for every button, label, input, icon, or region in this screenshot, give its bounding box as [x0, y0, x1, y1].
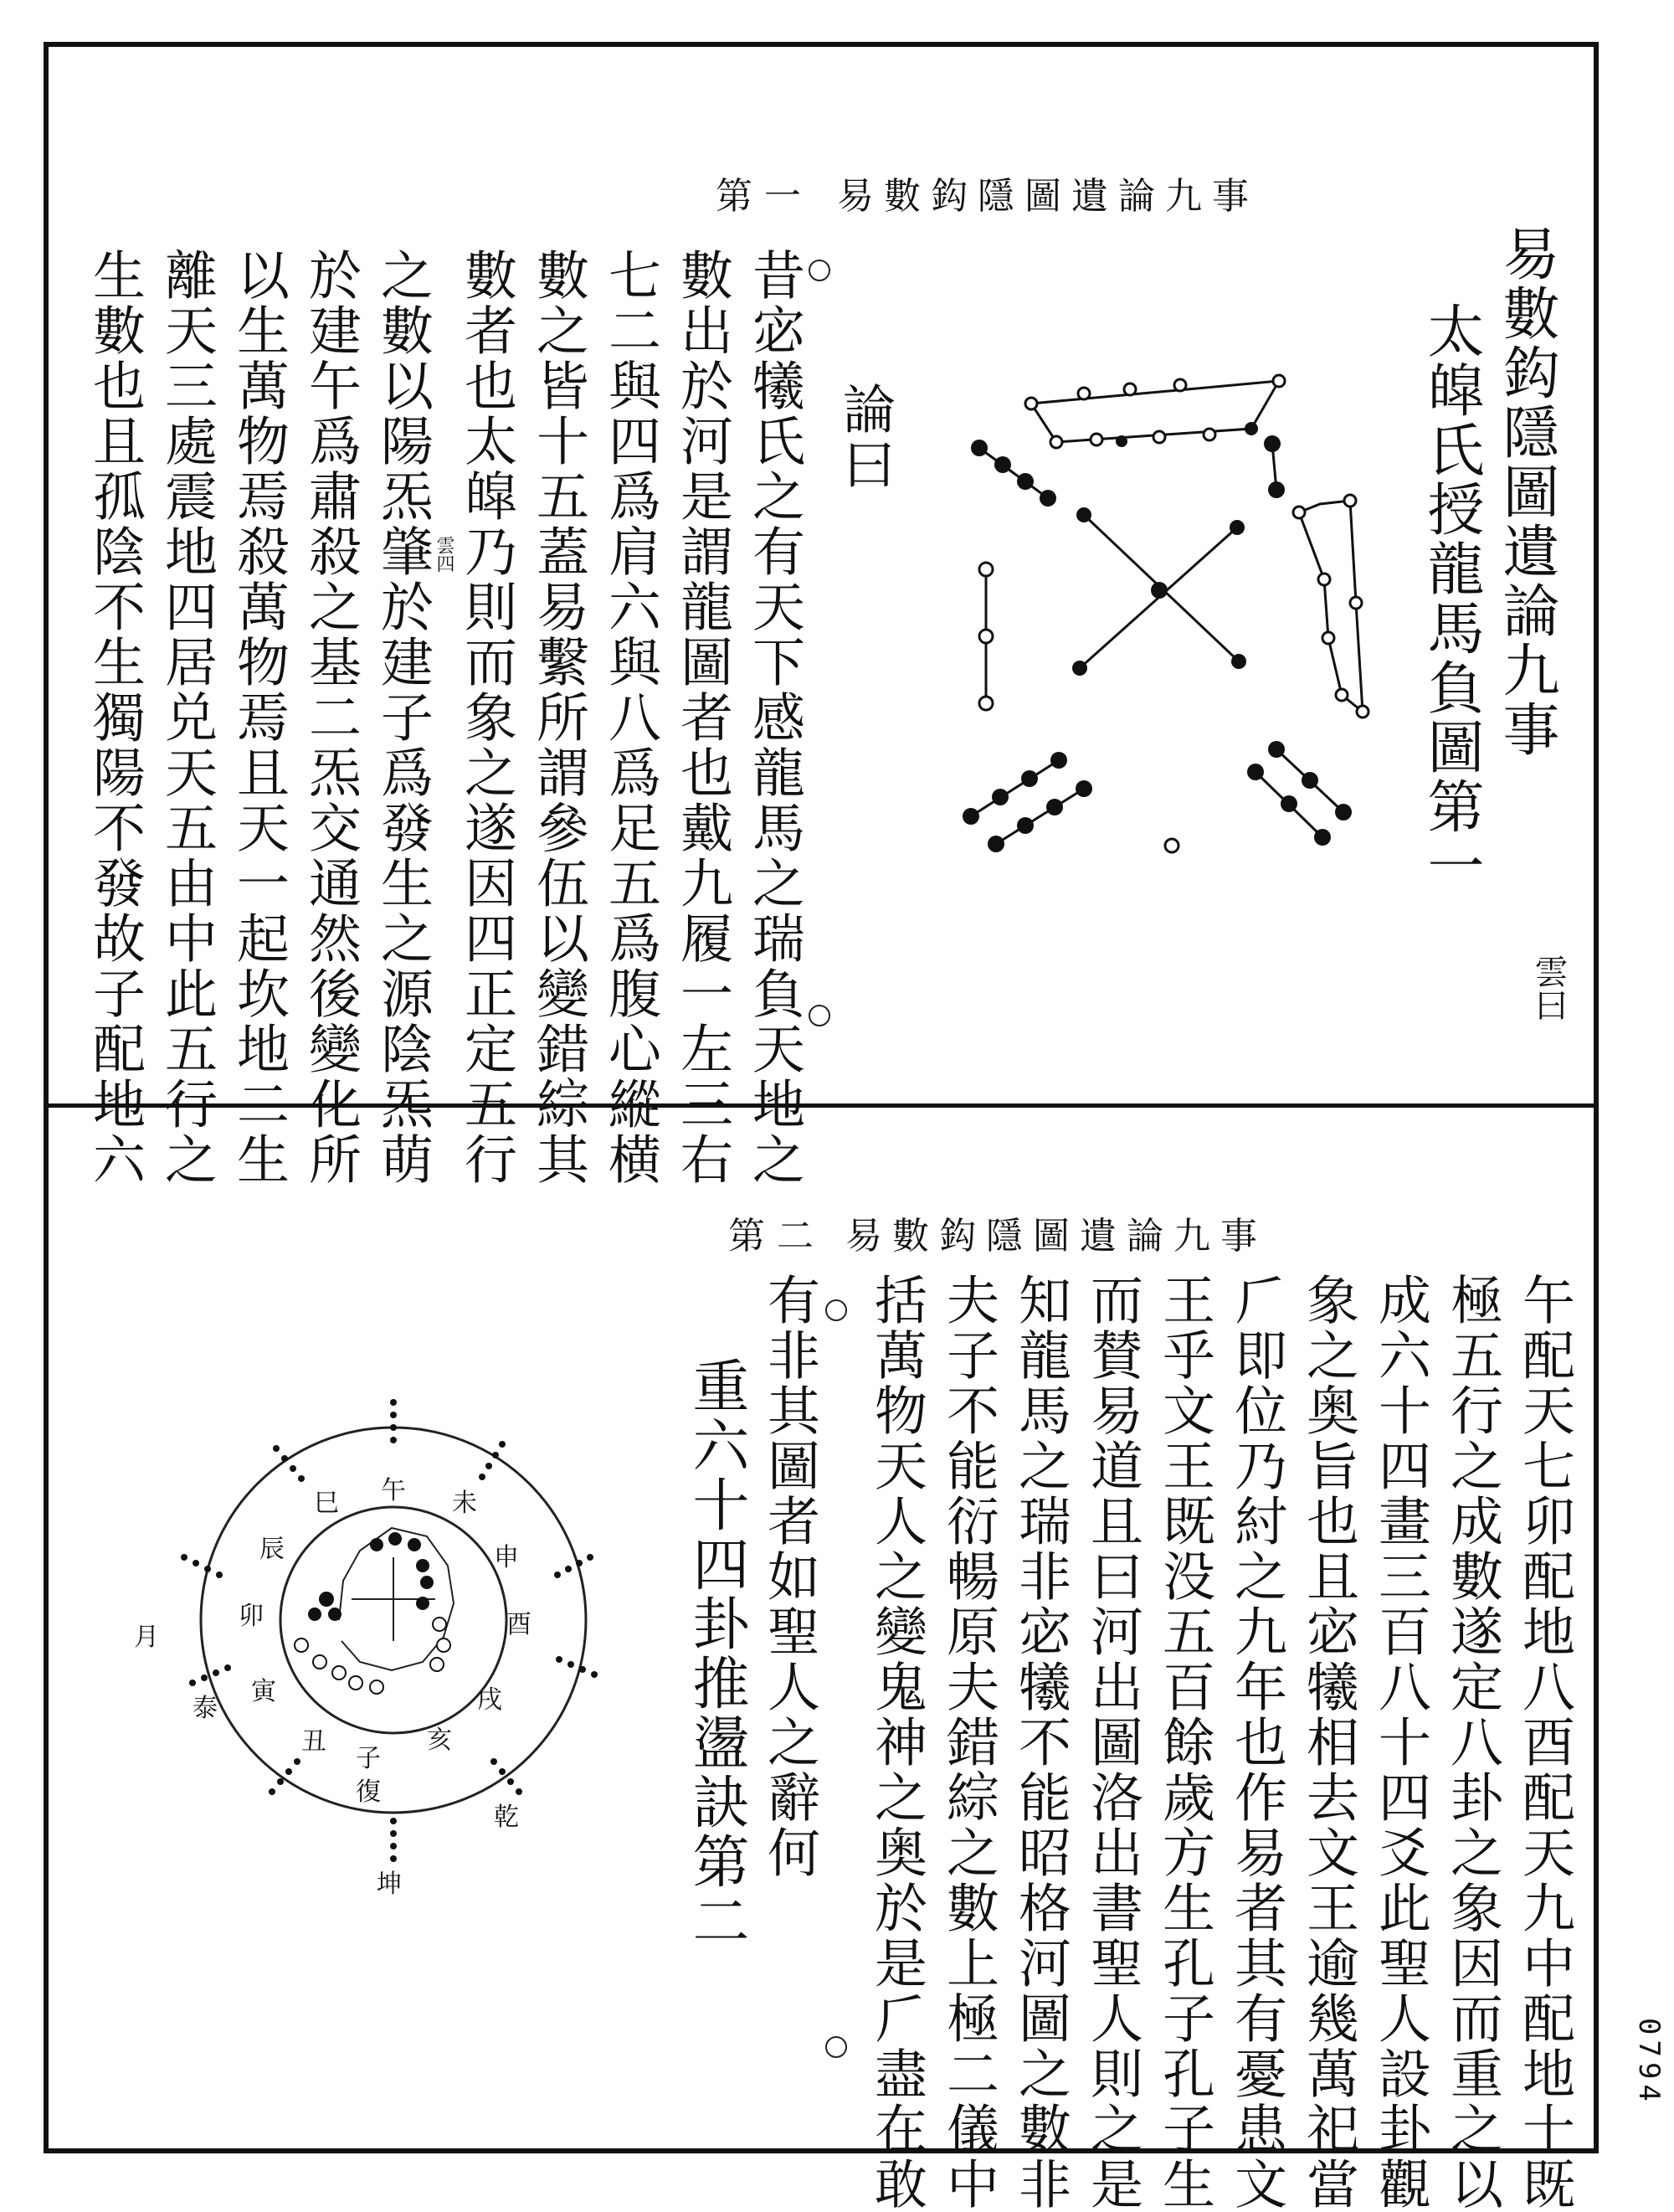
- circle-marker: [809, 1005, 830, 1026]
- label-xu: 戌: [477, 1685, 502, 1715]
- text-column: 七二與四爲肩六與八爲足五爲腹心縱横: [600, 248, 661, 1187]
- text-column: 以生萬物焉殺萬物焉且天一起坎地二生: [229, 248, 290, 1187]
- text-column: 王乎文王既没五百餘歲方生孔子孔子生: [1154, 1273, 1215, 2212]
- lun-label: 論曰: [834, 382, 896, 492]
- circle-marker: [825, 2036, 847, 2058]
- text-column: 夫子不能衍暢原夫錯綜之數上極二儀中: [938, 1273, 999, 2212]
- text-column: 成六十四畫三百八十四爻此聖人設卦觀: [1370, 1273, 1431, 2212]
- text-column: 於建午爲肅殺之基二炁交通然後變化所: [300, 248, 362, 1187]
- text-column: 昔宓犧氏之有天下感龍馬之瑞負天地之: [744, 248, 805, 1187]
- text-column: 數之皆十五蓋易繫所謂參伍以變錯綜其: [528, 248, 589, 1187]
- text-column: 𠂆即位乃紂之九年也作易者其有憂患文: [1226, 1273, 1287, 2212]
- label-yin: 寅: [251, 1677, 276, 1706]
- label-mao: 卯: [239, 1602, 264, 1631]
- label-fu: 復: [356, 1777, 381, 1807]
- text-column: 數者也太皡乃則而象之遂因四正定五行: [456, 248, 517, 1187]
- text-column: 有非其圖者如聖人之辭何: [759, 1273, 820, 1880]
- small-annotation: 雲四: [434, 536, 454, 573]
- running-header-book: 易數鈎隱圖遺論九事: [837, 175, 1259, 218]
- text-column: 極五行之成數遂定八卦之象因而重之以: [1442, 1273, 1503, 2212]
- label-si: 巳: [314, 1489, 339, 1518]
- label-chen: 辰: [259, 1535, 285, 1564]
- label-zi: 子: [356, 1744, 381, 1773]
- label-qian: 乾: [494, 1803, 519, 1832]
- label-shen: 申: [494, 1543, 519, 1572]
- chart-title-2: 重六十四卦推盪訣第二: [683, 1356, 749, 1951]
- page-number: 0794: [1632, 2018, 1666, 2107]
- circle-marker: [825, 1299, 847, 1321]
- label-hai: 亥: [427, 1726, 452, 1755]
- book-title: 易數鈎隱圖遺論九事: [1493, 224, 1559, 759]
- label-kun: 坤: [377, 1870, 402, 1899]
- text-column: 離天三處震地四居兑天五由中此五行之: [157, 248, 218, 1187]
- running-header-number: 第二: [728, 1215, 825, 1258]
- running-header-book: 易數鈎隱圖遺論九事: [845, 1215, 1267, 1258]
- label-chou: 丑: [301, 1727, 326, 1757]
- text-column: 數出於河是謂龍圖者也戴九履一左三右: [672, 248, 733, 1187]
- text-column: 午配天七卯配地八酉配天九中配地十既: [1514, 1273, 1575, 2212]
- running-header-number: 第一: [716, 175, 813, 218]
- text-column: 括萬物天人之變鬼神之奥於是𠂆盡在敢: [866, 1273, 927, 2212]
- text-column: 知龍馬之瑞非宓犧不能昭格河圖之數非: [1010, 1273, 1071, 2212]
- text-column: 象之奥旨也且宓犧相去文王逾幾萬祀當: [1298, 1273, 1359, 2212]
- text-column: 之數以陽炁肇於建子爲發生之源陰炁萌: [372, 248, 434, 1187]
- annotation-label: 雲曰: [1529, 954, 1568, 1021]
- hexagram-cycle-diagram: [126, 1356, 670, 1976]
- label-tai: 泰: [193, 1694, 218, 1723]
- label-you: 酉: [506, 1610, 531, 1639]
- text-column: 而賛易道且曰河出圖洛出書聖人則之是: [1082, 1273, 1143, 2212]
- hetu-dot-diagram: [963, 360, 1398, 879]
- label-wei: 未: [452, 1489, 477, 1518]
- label-month: 月: [134, 1623, 159, 1652]
- chart-title-1: 太皡氏授龍馬負圖第一: [1418, 301, 1484, 896]
- label-wu: 午: [381, 1476, 406, 1505]
- text-column: 生數也且孤陰不生獨陽不發故子配地六: [85, 248, 146, 1187]
- circle-marker: [809, 260, 830, 281]
